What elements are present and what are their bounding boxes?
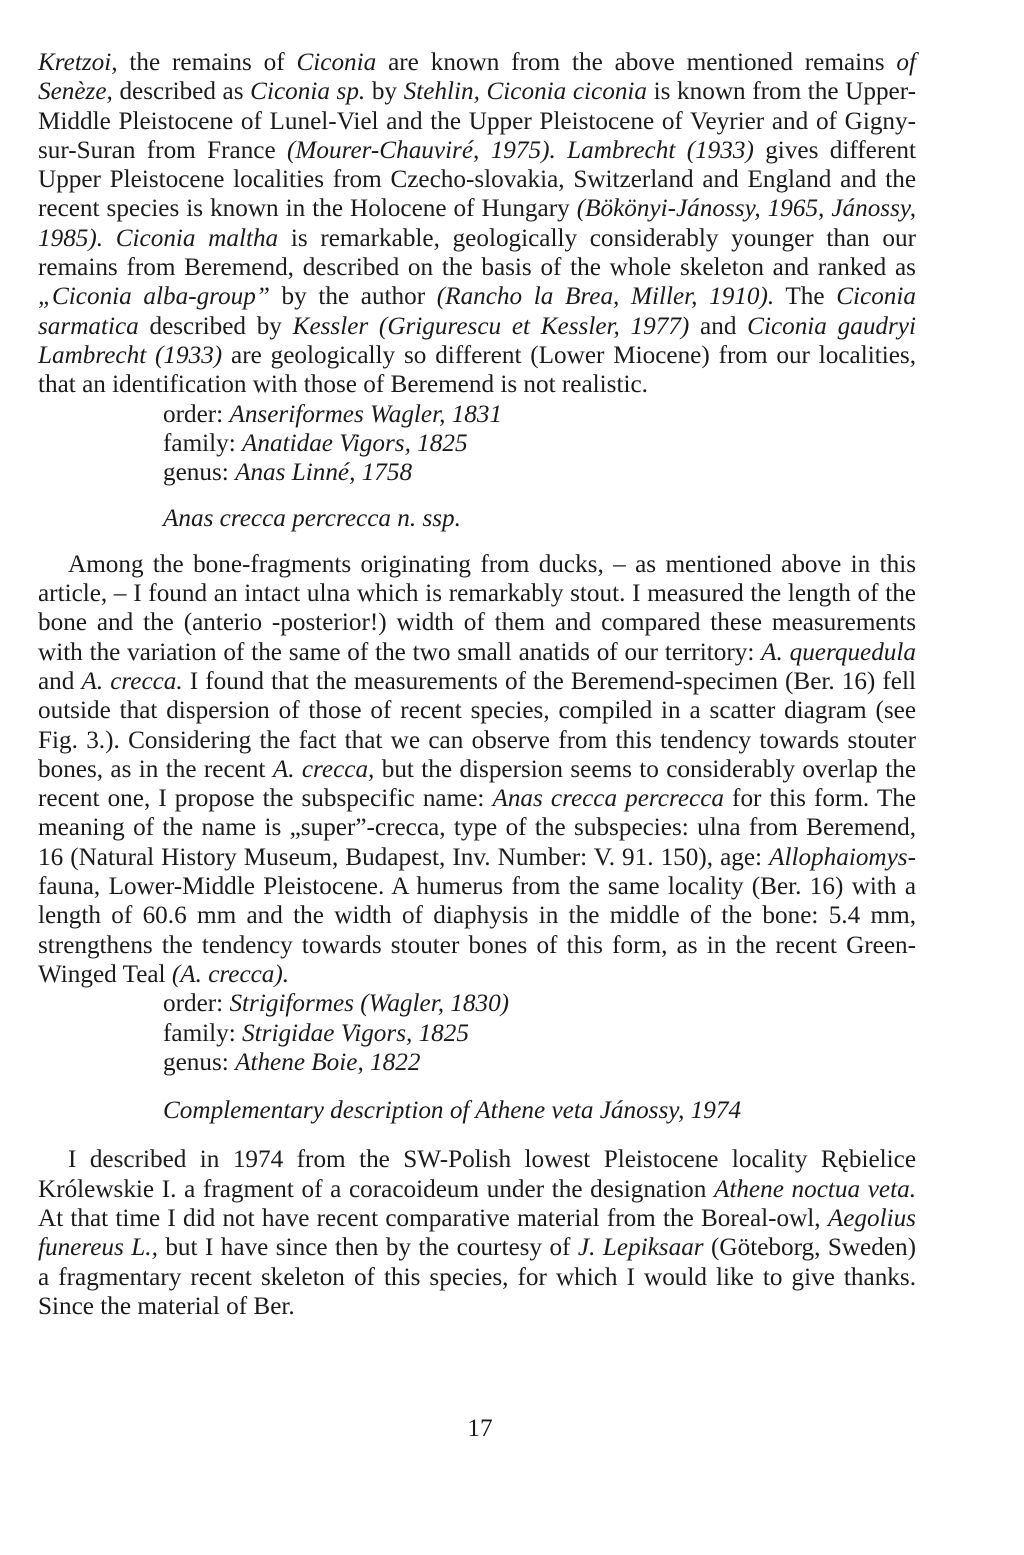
- text-run: by: [365, 78, 404, 106]
- text-run: are known from the above mentioned remains: [376, 49, 897, 76]
- taxon-family: family: Anatidae Vigors, 1825: [163, 429, 468, 457]
- italic-run: „Ciconia alba-group”: [38, 283, 270, 311]
- italic-run: A. crecca,: [272, 755, 375, 783]
- taxon-family: family: Strigidae Vigors, 1825: [163, 1019, 469, 1047]
- text-run: I found that the measurements of the Beremend-specimen (Ber. 16) fell outside that dispersion of those of recent species, compiled in a scatter diagram (see Fig. 3.). Considering the fact that we can observe from this tendency towards stouter bones, as in the recent: [38, 667, 916, 783]
- text-run: and: [38, 667, 82, 695]
- italic-run: (A. crecca).: [171, 960, 290, 988]
- text-run: but I have since then by the courtesy of: [157, 1234, 578, 1262]
- text-run: described as: [112, 78, 251, 106]
- italic-run: Stehlin, Ciconia ciconia: [403, 78, 648, 106]
- section-heading-athene: Complementary description of Athene veta Jánossy, 1974: [163, 1097, 742, 1125]
- text-run: is remarkable, geologically considerably younger than our remains from Beremend, described on the basis of the whole skeleton and ranked as: [38, 224, 916, 282]
- italic-run: Ciconia sp.: [250, 78, 366, 106]
- text-run: At that time I did not have recent comparative material from the Boreal-owl,: [38, 1204, 828, 1232]
- italic-run: Ciconia sarmatica: [38, 283, 916, 340]
- italic-run: of Senèze,: [38, 49, 916, 106]
- text-run: Among the bone-fragments originating from ducks, – as mentioned above in this article, – I found an intact ulna which is remarkably stout. I measured the length of the bone and the (anterio -posterior!) width of them and compared these measurements with the variation of the same of the two small anatids of our territory:: [38, 550, 916, 666]
- italic-run: Ciconia gaudryi Lambrecht (1933): [38, 312, 916, 369]
- italic-run: (Rancho la Brea, Miller, 1910).: [436, 283, 775, 311]
- text-run: The: [774, 283, 837, 311]
- text-run: the remains of: [117, 49, 297, 76]
- italic-run: Ciconia: [296, 49, 377, 76]
- text-run: I described in 1974 from the SW-Polish lowest Pleistocene locality Rębielice Królewskie I. a fragment of a coracoideum under the designation: [38, 1146, 916, 1203]
- italic-run: Kessler (Grigurescu et Kessler, 1977): [292, 312, 690, 340]
- italic-run: (Bökönyi-Jánossy, 1965, Jánossy, 1985). Ciconia maltha: [38, 195, 916, 252]
- italic-run: Anas crecca percrecca: [492, 785, 724, 813]
- italic-run: (Mourer-Chauviré, 1975). Lambrecht (1933): [287, 136, 754, 164]
- text-run: -fauna, Lower-Middle Pleistocene. A humerus from the same locality (Ber. 16) with a length of 60.6 mm and the width of diaphysis in the middle of the bone: 5.4 mm, strengthens the tendency towards stouter bones of this form, as in the recent Green-Winged Teal: [38, 843, 916, 988]
- text-run: and: [689, 312, 748, 340]
- italic-run: Aegolius funereus L.,: [38, 1204, 916, 1262]
- taxon-order: order: Anseriformes Wagler, 1831: [163, 400, 503, 428]
- section-heading-anas: Anas crecca percrecca n. ssp.: [163, 505, 461, 533]
- text-run: is known from the Upper-Middle Pleistocene of Lunel-Viel and the Upper Pleistocene of Veyrier and of Gigny-sur-Suran from France: [38, 78, 916, 164]
- text-run: gives different Upper Pleistocene localities from Czecho-slovakia, Switzerland and England and the recent species is known in the Holocene of Hungary: [38, 136, 916, 223]
- italic-run: Athene noctua veta.: [713, 1175, 917, 1203]
- italic-run: Allophaiomys: [769, 843, 908, 871]
- taxonomy-anseriformes: [38, 400, 916, 488]
- page-number: 17: [467, 1415, 493, 1442]
- paragraph-ciconia: [38, 48, 916, 400]
- italic-run: A. querquedula: [761, 638, 916, 666]
- text-run: but the dispersion seems to considerably overlap the recent one, I propose the subspecific name:: [38, 755, 917, 813]
- italic-run: J. Lepiksaar: [577, 1234, 704, 1262]
- italic-run: Kretzoi,: [38, 49, 118, 76]
- taxon-genus: genus: Athene Boie, 1822: [163, 1048, 421, 1076]
- text-run: are geologically so different (Lower Miocene) from our localities, that an identification with those of Beremend is not realistic.: [38, 341, 917, 399]
- paragraph-anas: [38, 550, 916, 989]
- taxonomy-strigiformes: [38, 989, 916, 1077]
- text-run: by the author: [269, 283, 437, 311]
- text-run: (Göteborg, Sweden) a fragmentary recent skeleton of this species, for which I would like to give thanks. Since the material of Ber.: [38, 1234, 916, 1320]
- text-run: for this form. The meaning of the name is „super”-crecca, type of the subspecies: ulna from Beremend, 16 (Natural History Museum, Budapest, Inv. Number: V. 91. 150), age:: [38, 785, 916, 871]
- paragraph-athene: [38, 1145, 916, 1321]
- text-run: described by: [138, 312, 293, 340]
- taxon-order: order: Strigiformes (Wagler, 1830): [163, 990, 510, 1018]
- page-body: [38, 48, 916, 1321]
- taxon-genus: genus: Anas Linné, 1758: [163, 459, 413, 487]
- italic-run: A. crecca.: [81, 667, 183, 695]
